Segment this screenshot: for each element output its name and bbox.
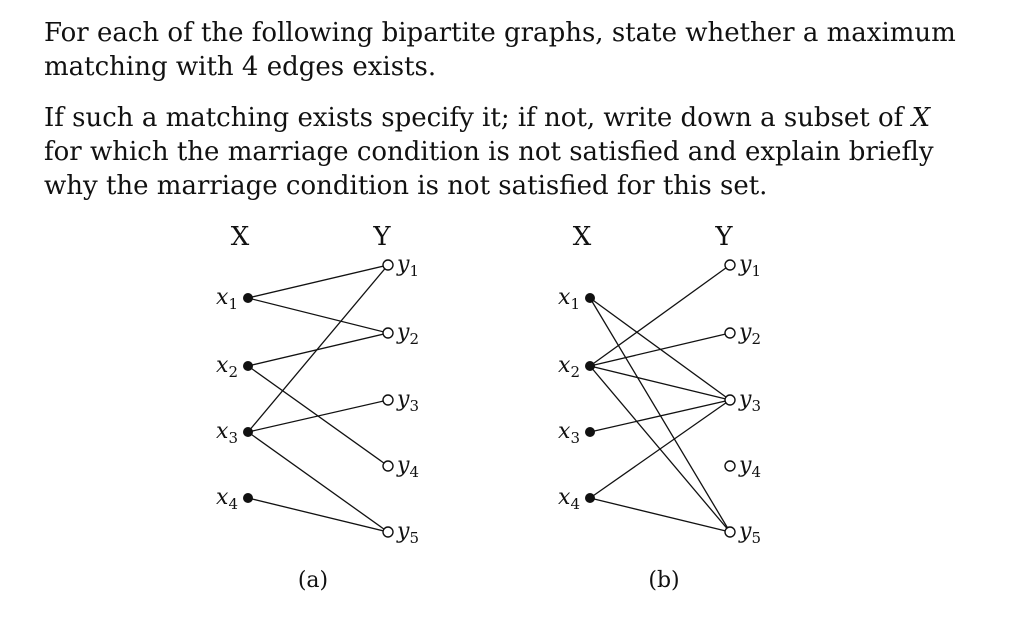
graph-a [216,222,419,593]
label-y5: $y_5$ [397,519,419,547]
label-y5: $y_5$ [739,519,761,547]
node-x2 [243,361,253,371]
edge-x2-y1 [590,265,730,366]
label-x4: $x_4$ [558,485,580,513]
node-y3 [725,395,735,405]
label-y4: $y_4$ [397,453,419,481]
set-variable-x: X [911,103,931,133]
label-x2: $x_2$ [216,353,238,381]
edge-x4-y5 [248,498,388,532]
edge-x1-y1 [248,265,388,298]
node-y3 [383,395,393,405]
paragraph-2-before: If such a matching exists specify it; if not, write down a subset of [44,103,912,133]
edge-x3-y1 [248,265,388,432]
edge-x1-y2 [248,298,388,333]
label-y3: $y_3$ [397,387,419,415]
label-x3: $x_3$ [558,419,580,447]
label-x2: $x_2$ [558,353,580,381]
node-y4 [725,461,735,471]
edge-x4-y5 [590,498,730,532]
node-y2 [383,328,393,338]
node-y2 [725,328,735,338]
graph-caption: (b) [648,568,680,593]
node-x2 [585,361,595,371]
label-y4: $y_4$ [739,453,761,481]
label-y1: $y_1$ [397,252,419,280]
node-y4 [383,461,393,471]
y-column-header: Y [373,222,391,252]
label-y2: $y_2$ [397,320,419,348]
node-x4 [243,493,253,503]
label-x3: $x_3$ [216,419,238,447]
graph-b [558,222,761,593]
node-y1 [383,260,393,270]
x-column-header: X [230,222,250,252]
node-y5 [725,527,735,537]
label-x4: $x_4$ [216,485,238,513]
label-y2: $y_2$ [739,320,761,348]
node-x1 [243,293,253,303]
y-column-header: Y [715,222,733,252]
node-y1 [725,260,735,270]
label-x1: $x_1$ [216,285,238,313]
edge-x3-y5 [248,432,388,532]
node-x3 [585,427,595,437]
edge-x2-y2 [590,333,730,366]
node-x4 [585,493,595,503]
label-y3: $y_3$ [739,387,761,415]
edge-x3-y3 [590,400,730,432]
graph-caption: (a) [297,568,329,593]
problem-paragraph-1: For each of the following bipartite graphs, state whether a maximum matching with 4 edges exists. [44,18,956,82]
x-column-header: X [572,222,592,252]
node-y5 [383,527,393,537]
node-x3 [243,427,253,437]
label-y1: $y_1$ [739,252,761,280]
edge-x3-y3 [248,400,388,432]
paragraph-2-after: for which the marriage condition is not satisfied and explain briefly why the marriage condition is not satisfied for this set. [44,137,934,201]
label-x1: $x_1$ [558,285,580,313]
node-x1 [585,293,595,303]
edge-x2-y3 [590,366,730,400]
